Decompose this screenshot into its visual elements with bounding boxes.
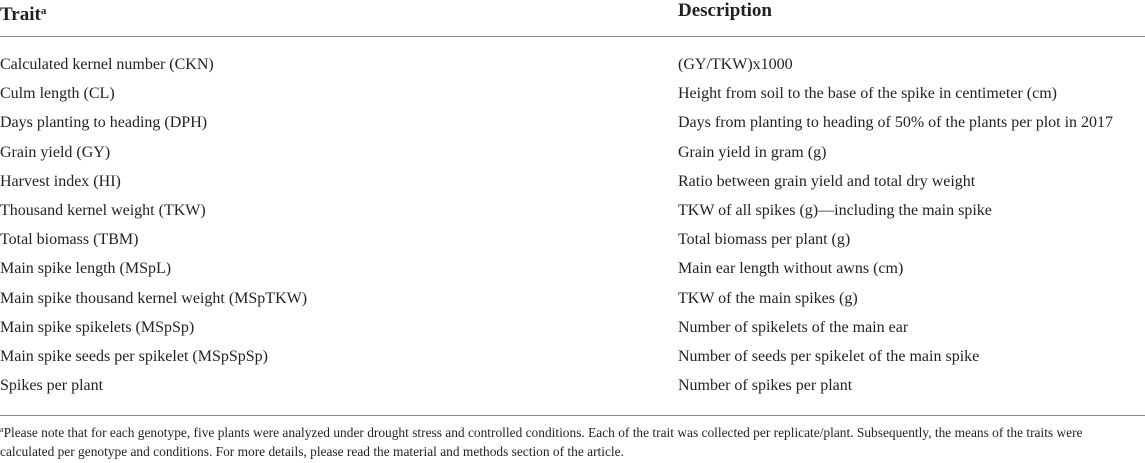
- description-cell: Number of seeds per spikelet of the main spike: [678, 347, 980, 365]
- description-cell: Number of spikelets of the main ear: [678, 318, 909, 336]
- trait-cell: Spikes per plant: [0, 377, 104, 395]
- header-trait: [0, 0, 46, 26]
- trait-cell: Main spike seeds per spikelet (MSpSpSp): [0, 347, 268, 365]
- trait-cell: Days planting to heading (DPH): [0, 114, 208, 132]
- description-cell: Height from soil to the base of the spike in centimeter (cm): [678, 85, 1057, 103]
- description-cell: Total biomass per plant (g): [678, 231, 851, 249]
- description-cell: TKW of all spikes (g)—including the main spike: [678, 201, 992, 219]
- table-row: [0, 315, 1145, 344]
- table-row: [0, 81, 1145, 110]
- table-row: [0, 373, 1145, 402]
- table-bottom-rule: [0, 415, 1145, 416]
- table-body: [0, 52, 1145, 402]
- trait-cell: Grain yield (GY): [0, 143, 111, 161]
- table-row: [0, 140, 1145, 169]
- header-description: Description: [678, 0, 772, 21]
- table-row: [0, 344, 1145, 373]
- table-row: [0, 198, 1145, 227]
- trait-cell: Calculated kernel number (CKN): [0, 56, 214, 73]
- trait-cell: Main spike thousand kernel weight (MSpTKW): [0, 289, 308, 307]
- table-row: [0, 256, 1145, 285]
- table-row: [0, 227, 1145, 256]
- table-footnote: [0, 420, 1140, 461]
- table-row: [0, 52, 1145, 81]
- table-row: [0, 286, 1145, 315]
- trait-cell: Total biomass (TBM): [0, 231, 139, 249]
- table-row: [0, 169, 1145, 198]
- trait-cell: Main spike length (MSpL): [0, 260, 172, 278]
- description-cell: (GY/TKW)x1000: [678, 56, 793, 73]
- trait-cell: Thousand kernel weight (TKW): [0, 201, 206, 219]
- header-trait-footnote-marker: a: [40, 5, 47, 17]
- description-cell: Main ear length without awns (cm): [678, 260, 904, 278]
- footnote-marker: a: [0, 425, 4, 434]
- description-cell: Number of spikes per plant: [678, 377, 853, 395]
- trait-cell: Harvest index (HI): [0, 172, 121, 190]
- trait-cell: Main spike spikelets (MSpSp): [0, 318, 195, 336]
- table-row: [0, 110, 1145, 139]
- description-cell: Ratio between grain yield and total dry weight: [678, 172, 976, 190]
- table-header: [0, 0, 1145, 37]
- trait-cell: Culm length (CL): [0, 85, 115, 103]
- description-cell: Grain yield in gram (g): [678, 143, 827, 161]
- footnote-text: Please note that for each genotype, five plants were analyzed under drought stress and controlled conditions. Each of the trait was collected per replicate/plant. Subsequently, the means of the traits were calculated per genotype and conditions. For more details, please read the material and methods section of the article.: [0, 425, 1083, 459]
- header-trait-label: Trait: [0, 4, 41, 25]
- description-cell: Days from planting to heading of 50% of the plants per plot in 2017: [678, 114, 1114, 132]
- description-cell: TKW of the main spikes (g): [678, 289, 858, 307]
